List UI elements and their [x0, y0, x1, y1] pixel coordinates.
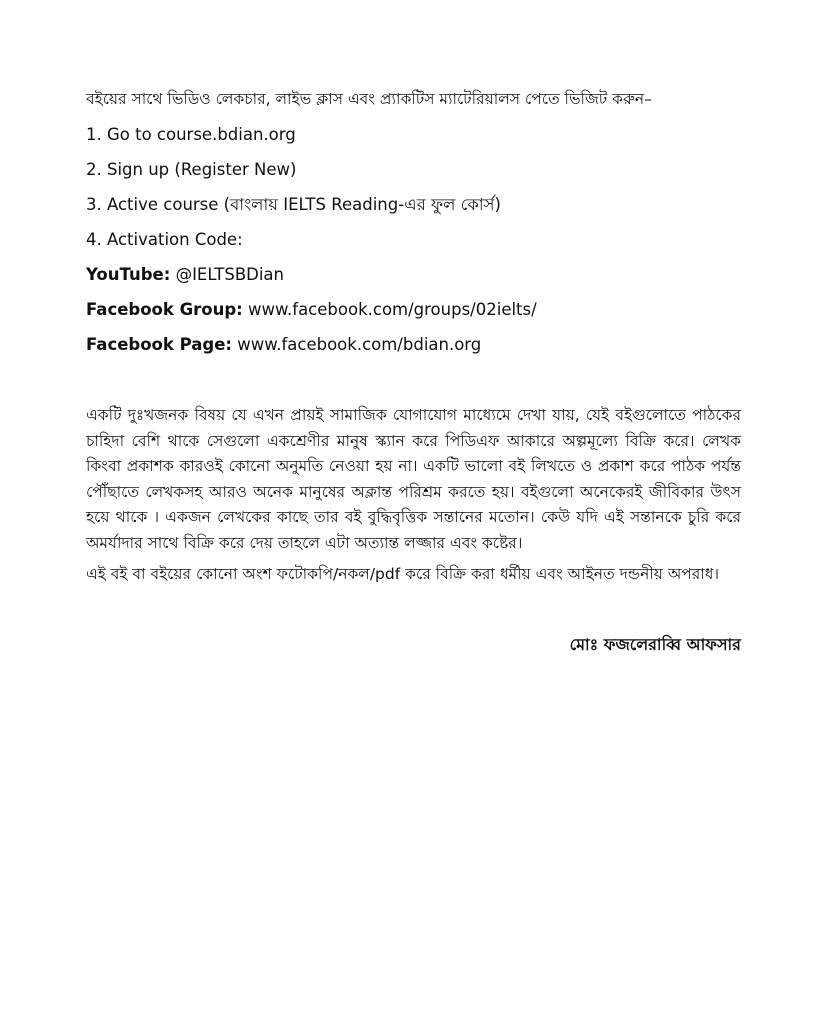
facebook-group-url: www.facebook.com/groups/02ielts/ [248, 300, 537, 319]
copyright-notice [86, 403, 741, 588]
step-1: 1. Go to course.bdian.org [86, 125, 296, 144]
step-2: 2. Sign up (Register New) [86, 160, 297, 179]
facebook-group-line [86, 299, 741, 321]
notice-paragraph-2: এই বই বা বইয়ের কোনো অংশ ফটোকপি/নকল/pdf করে বিক্রি করা ধর্মীয় এবং আইনত দন্ডনীয় অপরাধ। [86, 565, 720, 583]
document-page [86, 88, 741, 659]
intro-text: বইয়ের সাথে ভিডিও লেকচার, লাইভ ক্লাস এবং প্র্যাকটিস ম্যাটেরিয়ালস পেতে ভিজিট করুন– [86, 90, 652, 108]
youtube-line [86, 264, 741, 286]
facebook-page-url: www.facebook.com/bdian.org [237, 335, 482, 354]
step-4: 4. Activation Code: [86, 230, 243, 249]
youtube-handle: @IELTSBDian [175, 265, 285, 284]
notice-paragraph-1: একটি দুঃখজনক বিষয় যে এখন প্রায়ই সামাজিক যোগাযোগ মাধ্যেমে দেখা যায়, যেই বইগুলোতে পাঠকের চাহিদা বেশি থাকে সেগুলো একশ্রেণীর মানুষ স্ক্যান করে পিডিএফ আকারে অল্পমূল্যে বিক্রি করে। লেখক কিংবা প্রকাশক কারওই কোনো অনুমতি নেওয়া হয় না। একটি ভালো বই লিখতে ও প্রকাশ করে পাঠক পর্যন্ত পৌঁছাতে লেখকসহ আরও অনেক মানুষের অক্লান্ত পরিশ্রম করতে হয়। বইগুলো অনেকেরই জীবিকার উৎস হয়ে থাকে । একজন লেখকের কাছে তার বই বুদ্ধিবৃত্তিক সন্তানের মতোন। কেউ যদি এই সন্তানকে চুরি করে অমর্যাদার সাথে বিক্রি করে দেয় তাহলে এটা অত্যান্ত লজ্জার এবং কষ্টের। [86, 406, 741, 552]
author-signature: মোঃ ফজলেরাব্বি আফসার [569, 634, 741, 654]
facebook-group-label: Facebook Group: [86, 300, 243, 319]
facebook-page-label: Facebook Page: [86, 335, 232, 354]
youtube-label: YouTube: [86, 265, 171, 284]
step-3: 3. Active course (বাংলায় IELTS Reading-এর ফুল কোর্স) [86, 195, 501, 214]
facebook-page-line [86, 334, 741, 356]
